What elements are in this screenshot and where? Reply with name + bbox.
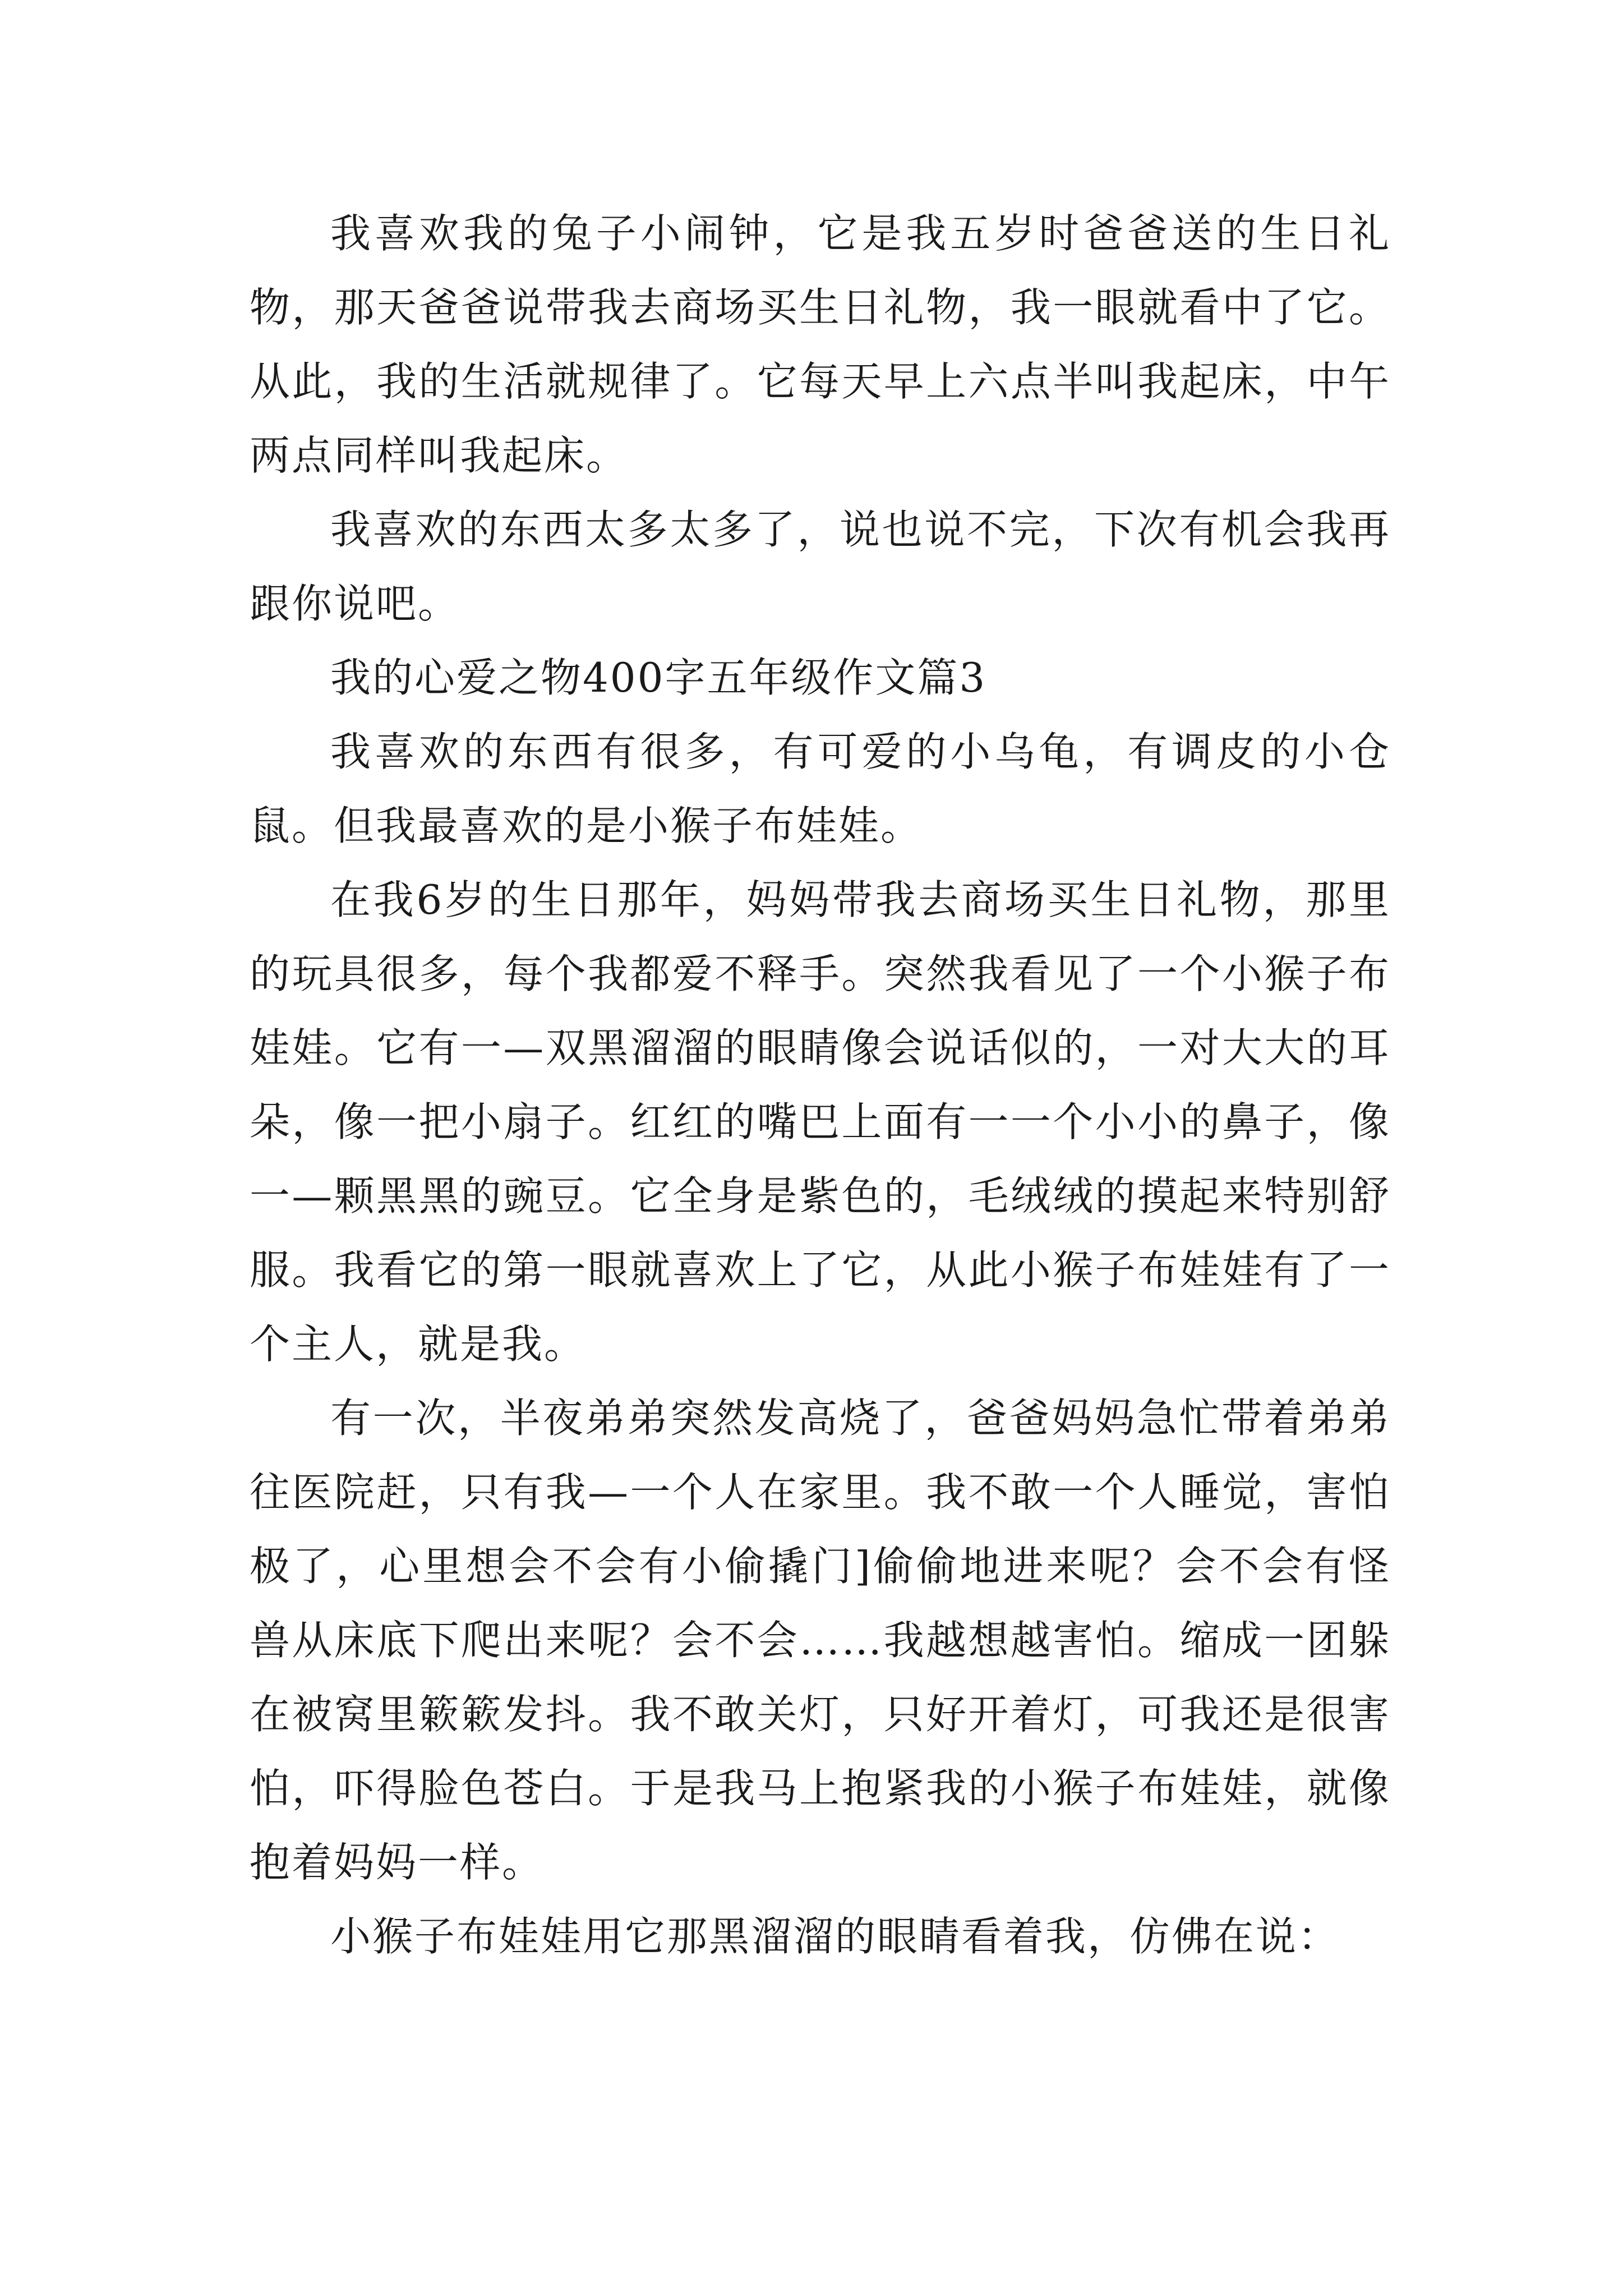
paragraph-favorite-things: 我喜欢的东西有很多，有可爱的小乌龟，有调皮的小仓鼠。但我最喜欢的是小猴子布娃娃。 <box>250 728 1391 849</box>
paragraph-monkey-says: 小猴子布娃娃用它那黑溜溜的眼睛看着我，仿佛在说： <box>330 1913 1340 1960</box>
paragraph-night: 有一次，半夜弟弟突然发高烧了，爸爸妈妈急忙带着弟弟往医院赶，只有我—一个人在家里。我不敢一个人睡觉，害怕极了，心里想会不会有小偷撬门]偷偷地进来呢？会不会有怪兽从床底下爬出来呢？会不会……我越想越害怕。缩成一团躲在被窝里簌簌发抖。我不敢关灯，只好开着灯，可我还是很害怕，吓得脸色苍白。于是我马上抱紧我的小猴子布娃娃，就像抱着妈妈一样。 <box>250 1395 1391 1886</box>
article-body <box>250 196 1391 1973</box>
paragraph-alarm-clock: 我喜欢我的兔子小闹钟，它是我五岁时爸爸送的生日礼物，那天爸爸说带我去商场买生日礼物，我一眼就看中了它。从此，我的生活就规律了。它每天早上六点半叫我起床，中午两点同样叫我起床。 <box>250 210 1391 479</box>
paragraph-birthday: 在我6岁的生日那年，妈妈带我去商场买生日礼物，那里的玩具很多，每个我都爱不释手。突然我看见了一个小猴子布娃娃。它有一—双黑溜溜的眼睛像会说话似的，一对大大的耳朵，像一把小扇子。红红的嘴巴上面有一一个小小的鼻子，像一—颗黑黑的豌豆。它全身是紫色的，毛绒绒的摸起来特别舒服。我看它的第一眼就喜欢上了它，从此小猴子布娃娃有了一个主人，就是我。 <box>250 876 1391 1368</box>
section-heading: 我的心爱之物400字五年级作文篇3 <box>330 654 987 701</box>
paragraph-closing: 我喜欢的东西太多太多了，说也说不完，下次有机会我再跟你说吧。 <box>250 506 1391 627</box>
